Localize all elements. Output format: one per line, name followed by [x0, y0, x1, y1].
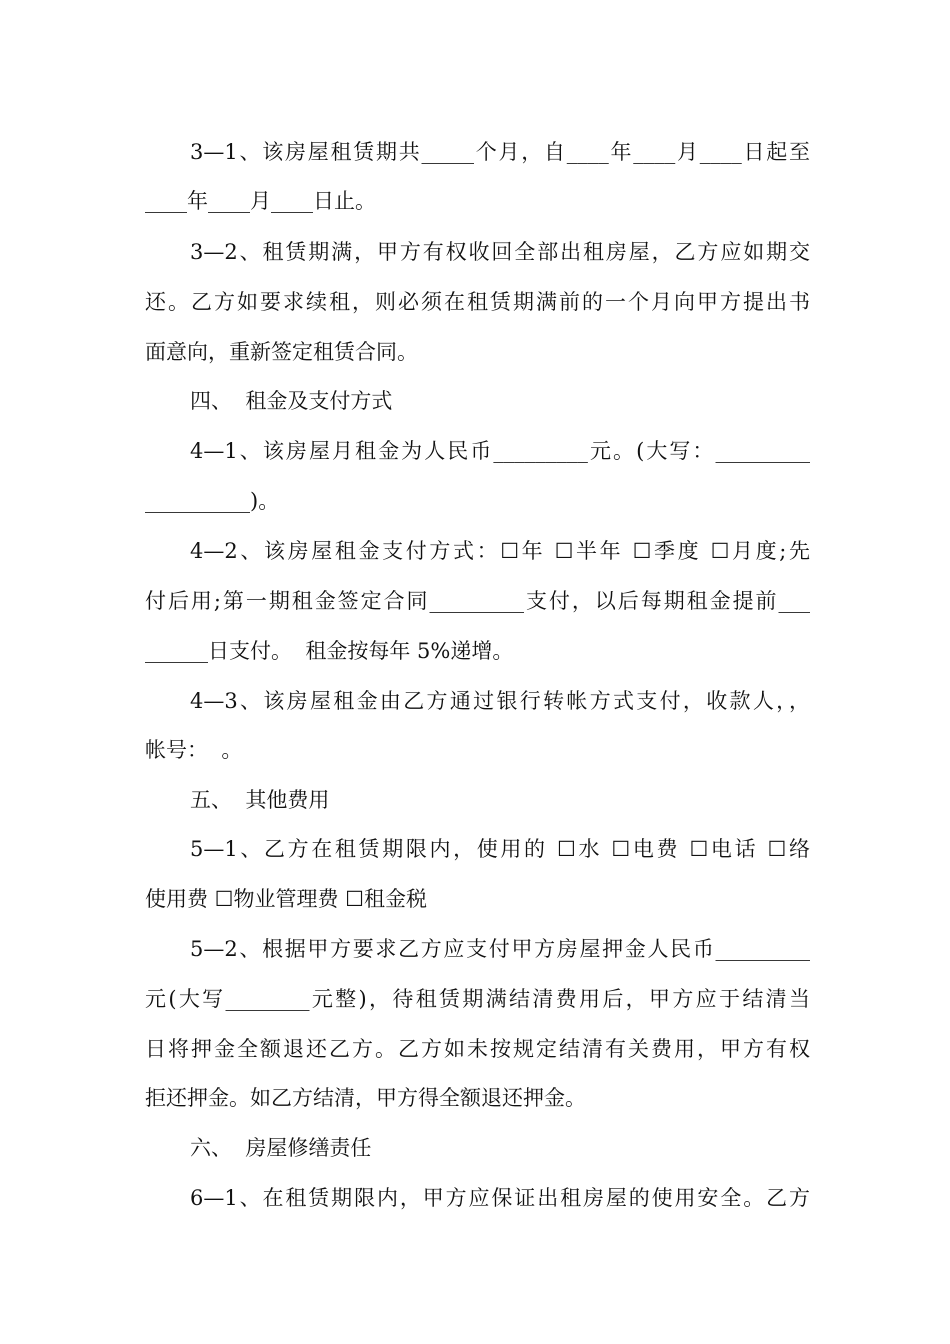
paragraph-5-2-line-1: 5—2、根据甲方要求乙方应支付甲方房屋押金人民币_________ — [190, 937, 810, 961]
section-heading-6: 六、 房屋修缮责任 — [190, 1136, 372, 1160]
paragraph-4-1-line-1: 4—1、该房屋月租金为人民币_________元。(大写：_________ — [190, 439, 810, 463]
paragraph-5-1-line-1: 5—1、乙方在租赁期限内，使用的 ☐水 ☐电费 ☐电话 ☐络 — [190, 837, 810, 861]
paragraph-3-1-line-2: ____年____月____日止。 — [145, 189, 376, 213]
paragraph-5-2-line-3: 日将押金全额退还乙方。乙方如未按规定结清有关费用，甲方有权 — [145, 1037, 810, 1061]
paragraph-4-2-line-2: 付后用;第一期租金签定合同_________支付，以后每期租金提前___ — [145, 589, 810, 613]
paragraph-3-1-line-1: 3—1、该房屋租赁期共_____个月，自____年____月____日起至 — [190, 140, 810, 164]
paragraph-5-2-line-4: 拒还押金。如乙方结清，甲方得全额退还押金。 — [145, 1086, 586, 1110]
paragraph-6-1-line-1: 6—1、在租赁期限内，甲方应保证出租房屋的使用安全。乙方 — [190, 1186, 810, 1210]
paragraph-4-2-line-3: ______日支付。 租金按每年 5%递增。 — [145, 639, 514, 663]
paragraph-4-1-line-2: __________)。 — [145, 489, 280, 513]
paragraph-5-1-line-2: 使用费 ☐物业管理费 ☐租金税 — [145, 887, 428, 911]
paragraph-3-2-line-1: 3—2、租赁期满，甲方有权收回全部出租房屋，乙方应如期交 — [190, 240, 810, 264]
paragraph-5-2-line-2: 元(大写________元整)，待租赁期满结清费用后，甲方应于结清当 — [145, 987, 810, 1011]
paragraph-4-2-line-1: 4—2、该房屋租金支付方式：☐年 ☐半年 ☐季度 ☐月度;先 — [190, 539, 810, 563]
paragraph-3-2-line-2: 还。乙方如要求续租，则必须在租赁期满前的一个月向甲方提出书 — [145, 290, 810, 314]
paragraph-4-3-line-2: 帐号： 。 — [145, 738, 243, 762]
paragraph-3-2-line-3: 面意向，重新签定租赁合同。 — [145, 340, 418, 364]
section-heading-5: 五、 其他费用 — [190, 788, 330, 812]
paragraph-4-3-line-1: 4—3、该房屋租金由乙方通过银行转帐方式支付，收款人，， — [190, 689, 810, 713]
section-heading-4: 四、 租金及支付方式 — [190, 389, 393, 413]
